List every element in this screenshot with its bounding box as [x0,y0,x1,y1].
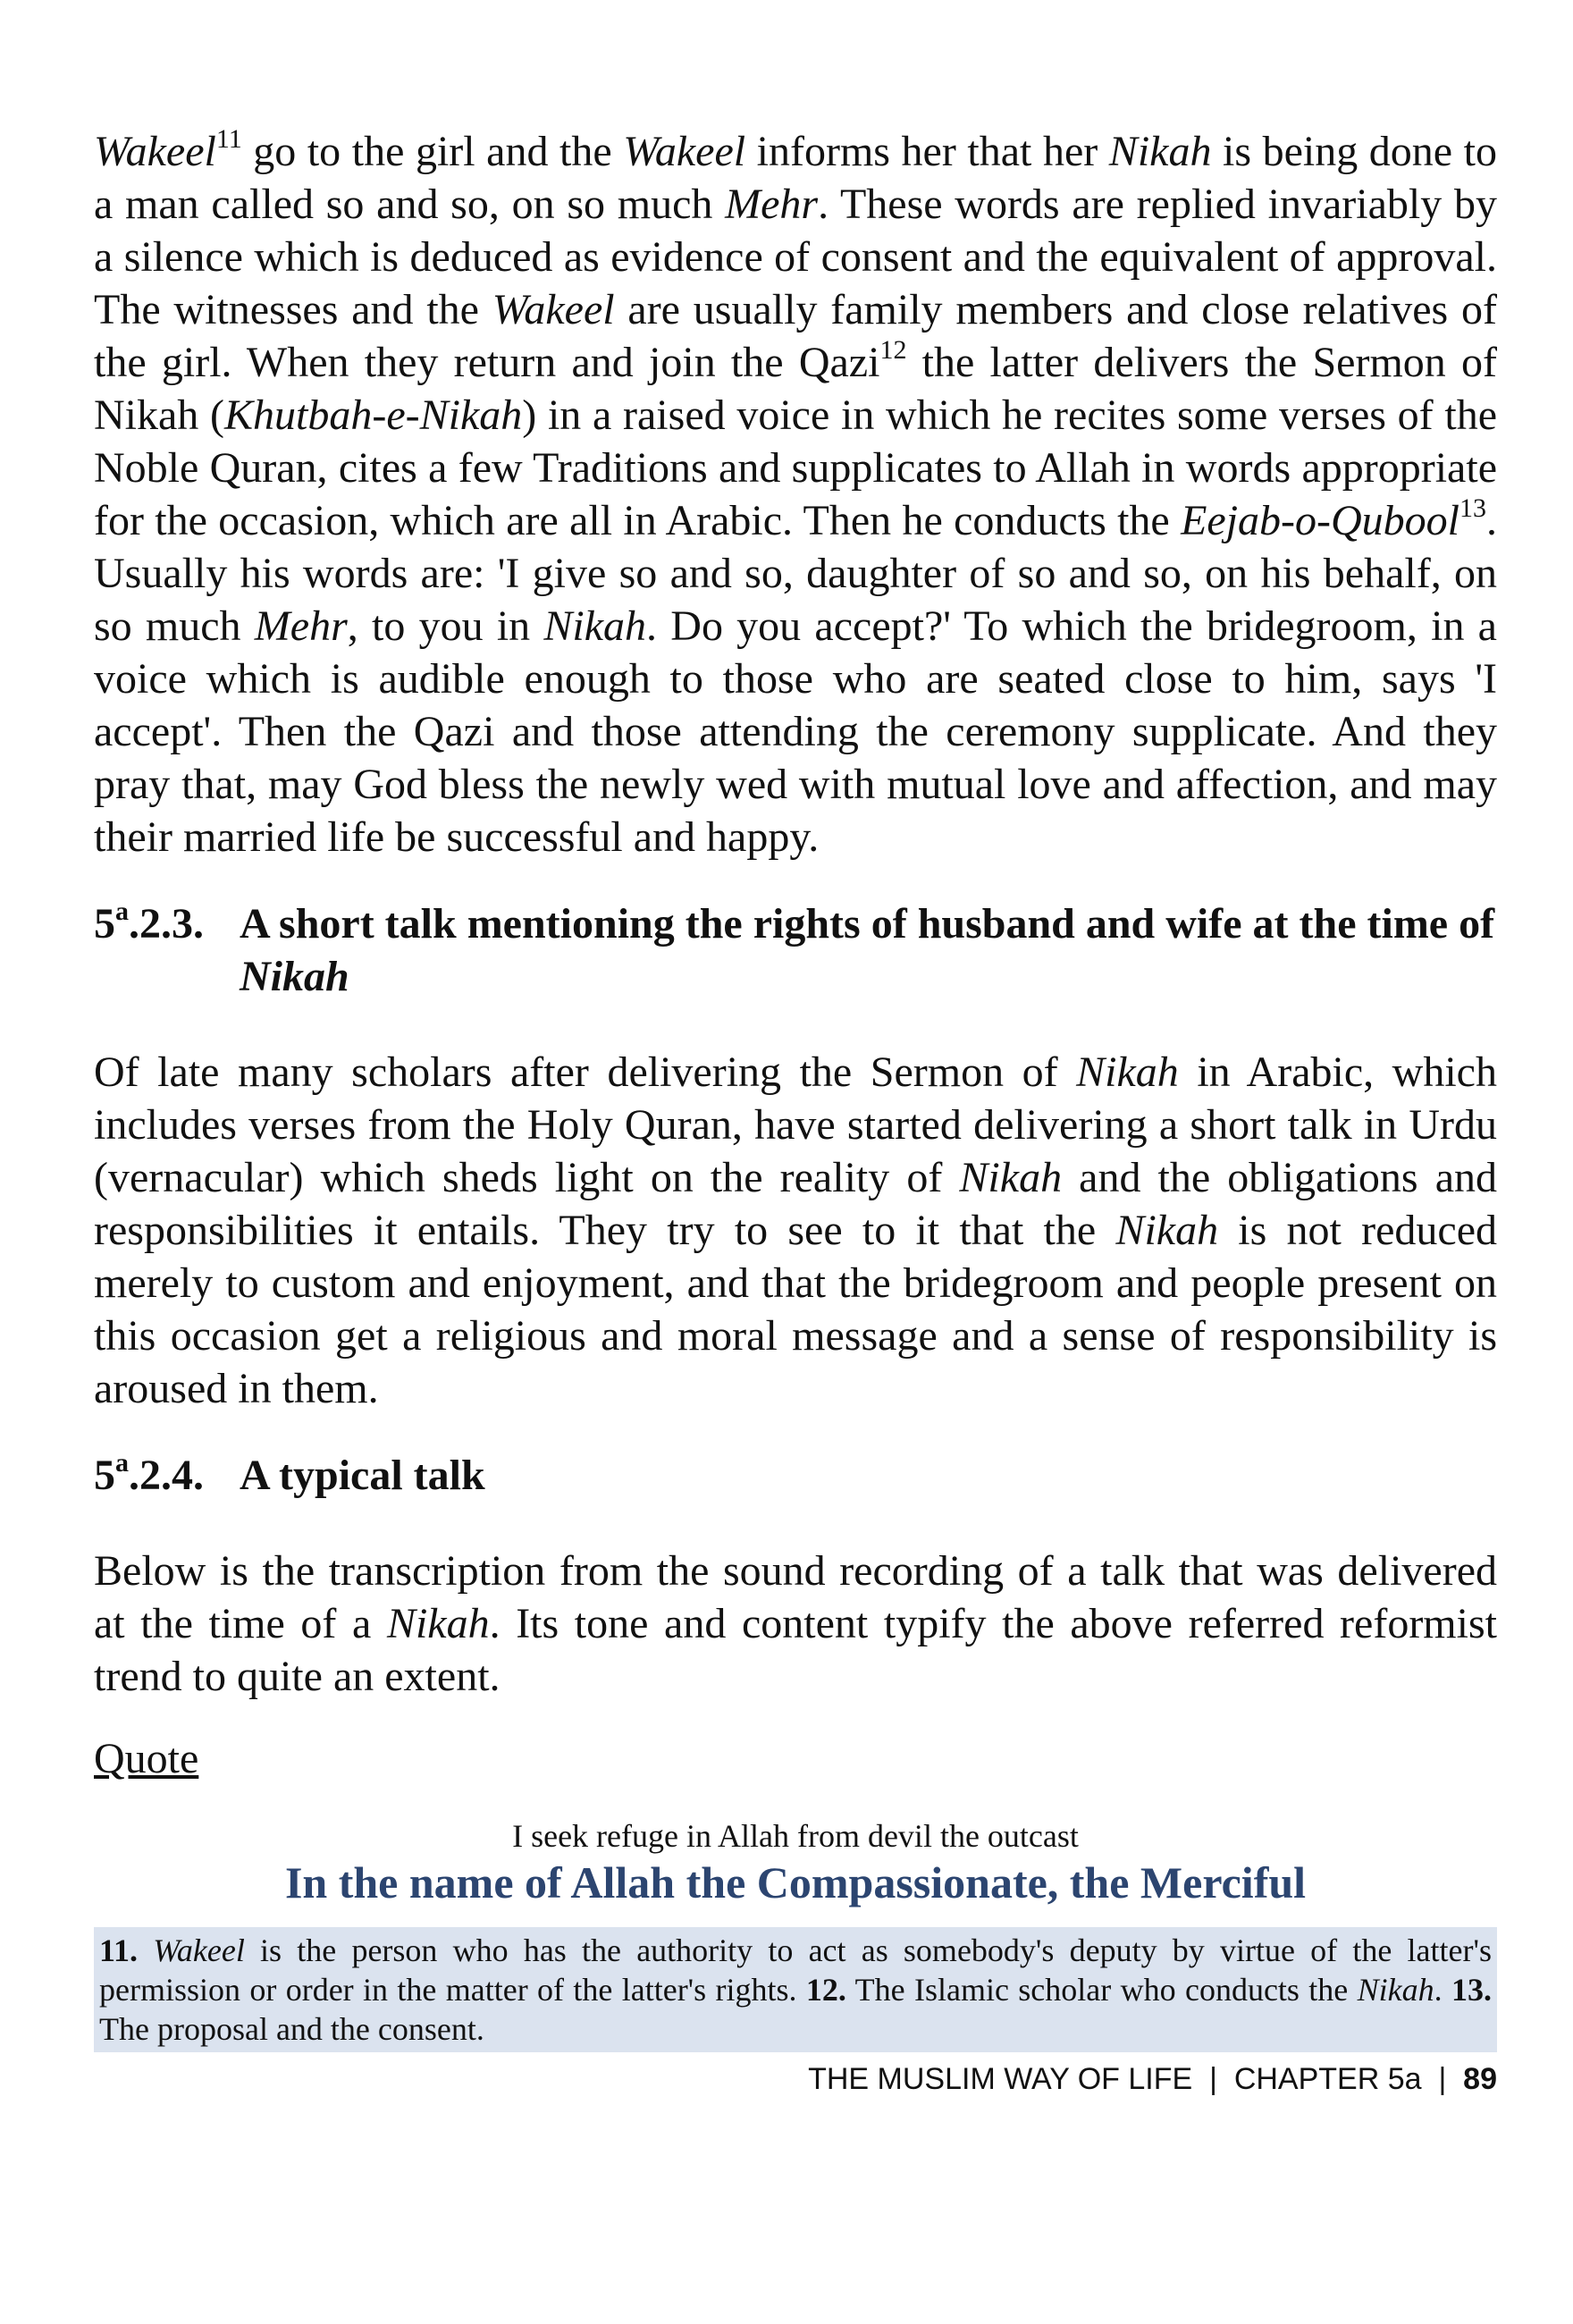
page-number: 89 [1463,2062,1497,2096]
section-number: 5$^a$.2.3. [94,897,204,947]
footnote-number-11: 11. [99,1932,139,1968]
section-title: A typical talk [240,1452,485,1499]
section-number: 5$^a$.2.4. [94,1448,204,1499]
paragraph-short-talk: Of late many scholars after delivering the Sermon of Nikah in Arabic, which includes verses from the Holy Quran, have started delivering a short talk in Urdu (vernacular) which sheds light on the reality of Nikah and the obligations and responsibilities it entails. They try to see to it that the Nikah is not reduced merely to custom and enjoyment, and that the bridegroom and people present on this occasion get a religious and moral message and a sense of responsibility is aroused in them. [94,1048,1498,1412]
footnote-ref-13: 13 [1459,493,1486,523]
footnote-number-12: 12. [805,1972,846,2008]
page-footer: THE MUSLIM WAY OF LIFE | CHAPTER 5a | 89 [808,2062,1497,2096]
section-heading-5a-2-3 [94,897,1497,1003]
footnote-ref-11: 11 [215,124,242,154]
footer-chapter: CHAPTER 5a [1233,2062,1422,2096]
footnote-ref-12: 12 [879,335,907,365]
quote-label: Quote [94,1735,199,1782]
footer-book-title: THE MUSLIM WAY OF LIFE [808,2062,1193,2096]
section-title: A short talk mentioning the rights of husband and wife at the time of Nikah [240,900,1495,1000]
bismillah-heading: In the name of Allah the Compassionate, the Merciful [284,1857,1307,1907]
page [94,125,1497,2099]
paragraph-typical-talk: Below is the transcription from the sound recording of a talk that was delivered at the time of a Nikah. Its tone and content typify the above referred reformist trend to quite an extent. [94,1547,1497,1700]
footnote-number-13: 13. [1451,1972,1493,2008]
refuge-line: I seek refuge in Allah from devil the outcast [512,1818,1079,1854]
section-heading-5a-2-4 [94,1449,1497,1502]
paragraph-nikah-ceremony: Wakeel$^{11}$ go to the girl and the Wakeel informs her that her Nikah is being done to a man called so and so, on so much Mehr. These words are replied invariably by a silence which is deduced as evidence of consent and the equivalent of approval. The witnesses and the Wakeel are usually family members and close relatives of the girl. When they return and join the Qazi$^{12}$ the latter delivers the Sermon of Nikah (Khutbah-e-Nikah) in a raised voice in which he recites some verses of the Noble Quran, cites a few Traditions and supplicates to Allah in words appropriate for the occasion, which are all in Arabic. Then he conducts the Eejab-o-Qubool$^{13}$. Usually his words are: 'I give so and so, daughter of so and so, on his behalf, on so much Mehr, to you in Nikah. Do you accept?' To which the bridegroom, in a voice which is audible enough to those who are seated close to him, says 'I accept'. Then the Qazi and those attending the ceremony supplicate. And they pray that, may God bless the newly wed with mutual love and affection, and may their married life be successful and happy. [94,124,1498,861]
term-wakeel: Wakeel [94,128,216,175]
footnotes-box: 11. Wakeel is the person who has the authority to act as somebody's deputy by virtue of the latter's permission or order in the matter of the latter's rights. 12. The Islamic scholar who conducts the Nikah. 13. The proposal and the consent. [94,1927,1497,2052]
